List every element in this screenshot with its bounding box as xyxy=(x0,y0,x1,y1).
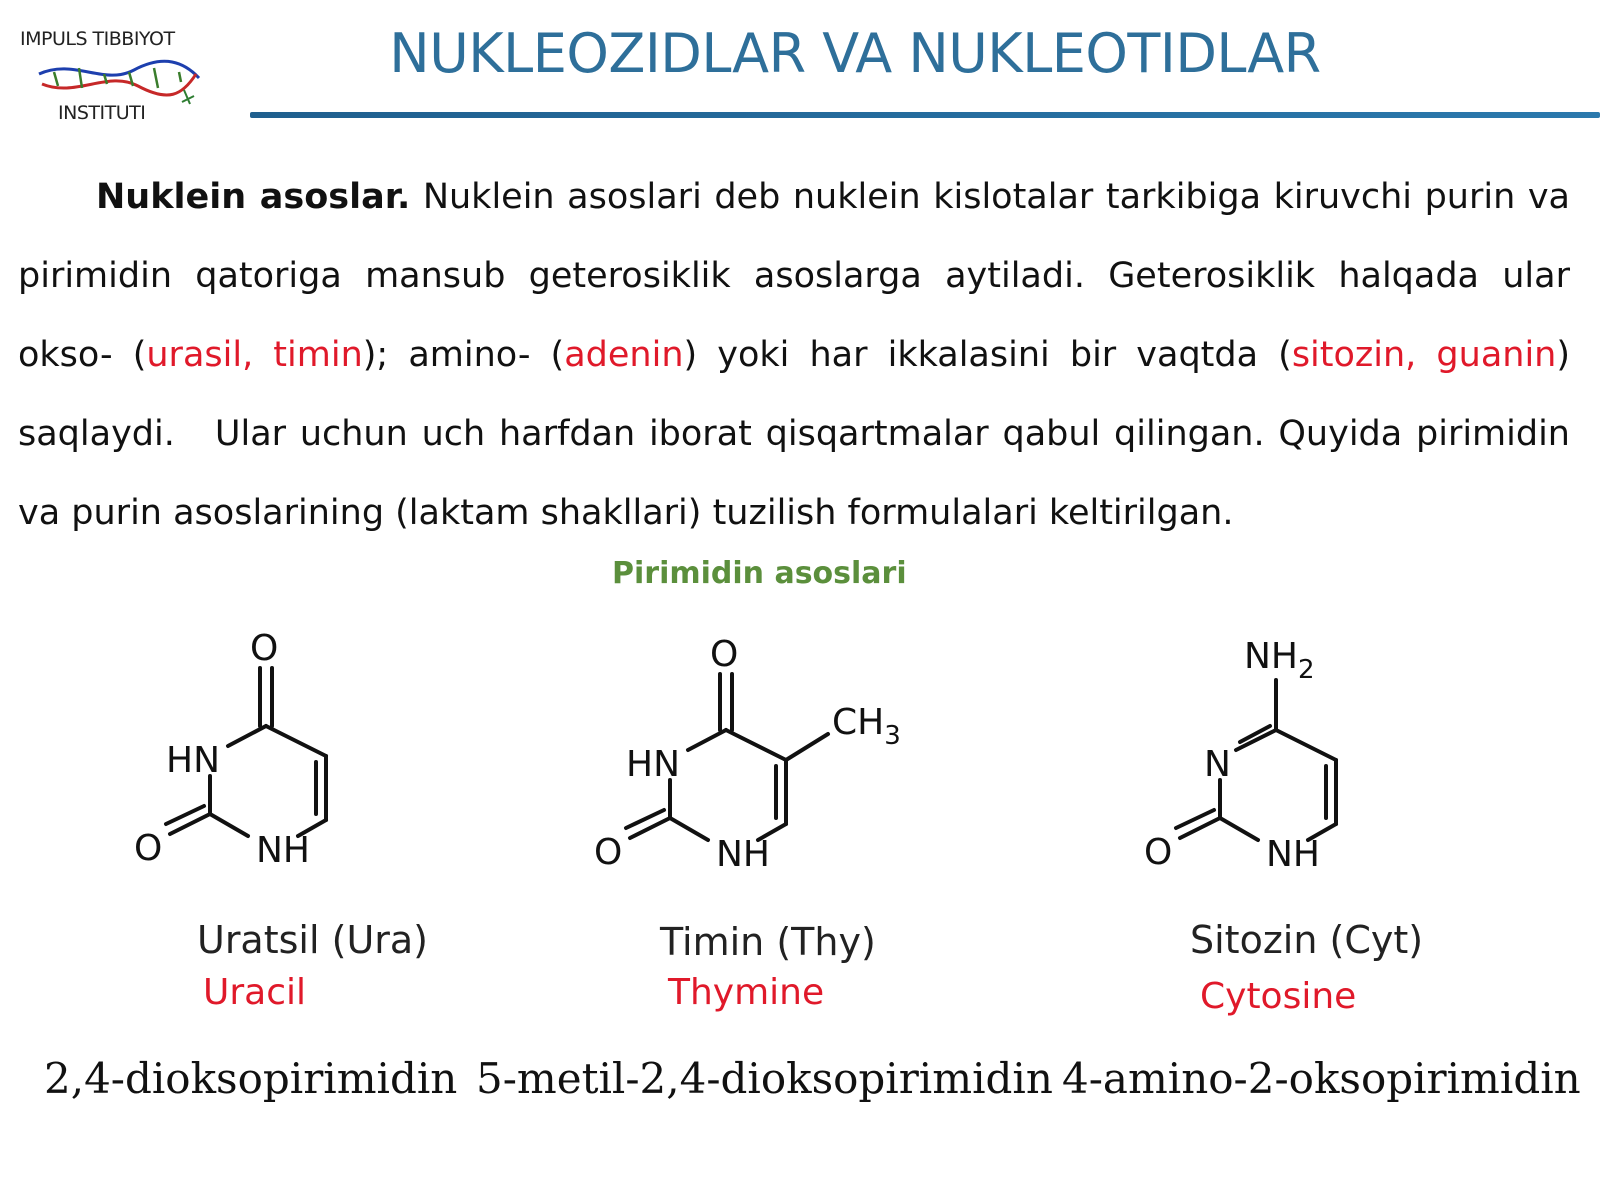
thymine-ch3: CH xyxy=(832,702,885,743)
cytosine-nh2: NH xyxy=(1244,636,1298,677)
uracil-structure xyxy=(120,630,380,890)
thymine-hn: HN xyxy=(626,744,680,785)
paragraph-text-4: ) saqlaydi. xyxy=(18,335,1571,454)
cytosine-nh2-subscript: 2 xyxy=(1298,655,1315,685)
thymine-nh: NH xyxy=(716,834,770,875)
highlight-both-bases: sitozin, guanin xyxy=(1291,335,1557,375)
intro-paragraph xyxy=(18,158,1570,553)
thymine-o-top: O xyxy=(710,634,739,675)
highlight-amino-base: adenin xyxy=(564,335,684,375)
title-divider xyxy=(250,112,1600,118)
section-title: Pirimidin asoslari xyxy=(612,556,907,591)
logo-text-top: IMPULS TIBBIYOT xyxy=(20,28,175,50)
uracil-hn: HN xyxy=(166,740,220,781)
paragraph-text-2: ); amino- ( xyxy=(362,335,565,375)
thymine-ch3-subscript: 3 xyxy=(884,721,901,751)
cytosine-english-name: Cytosine xyxy=(1200,976,1357,1017)
thymine-english-name: Thymine xyxy=(668,972,825,1013)
cytosine-name: Sitozin (Cyt) xyxy=(1190,918,1424,962)
uracil-o-top: O xyxy=(250,628,279,669)
uracil-english-name: Uracil xyxy=(203,972,307,1013)
cytosine-structure xyxy=(1130,630,1390,890)
uracil-o-left: O xyxy=(134,828,163,869)
cytosine-systematic-name: 4-amino-2-oksopirimidin xyxy=(1062,1054,1581,1103)
thymine-systematic-name: 5-metil-2,4-dioksopirimidin xyxy=(476,1054,1053,1103)
uracil-name: Uratsil (Ura) xyxy=(197,918,428,962)
page-title: NUKLEOZIDLAR VA NUKLEOTIDLAR xyxy=(389,22,1321,85)
thymine-name: Timin (Thy) xyxy=(660,920,876,964)
highlight-oxo-bases: urasil, timin xyxy=(146,335,363,375)
uracil-systematic-name: 2,4-dioksopirimidin xyxy=(44,1054,458,1103)
uracil-nh: NH xyxy=(256,830,310,871)
cytosine-n: N xyxy=(1204,744,1231,785)
paragraph-text-1: Nuklein asoslari deb nuklein kislotalar tarkibiga kiruvchi purin va pirimidin qatoriga mansub geterosiklik asoslarga aytiladi. Geterosiklik halqada ular okso- ( xyxy=(18,177,1570,375)
cytosine-nh: NH xyxy=(1266,834,1320,875)
cytosine-o-left: O xyxy=(1144,832,1173,873)
svg-text:NH2 xyxy=(1244,636,1315,685)
thymine-o-left: O xyxy=(594,832,623,873)
logo-text-bottom: INSTITUTI xyxy=(58,102,146,124)
paragraph-text-3: ) yoki har ikkalasini bir vaqtda ( xyxy=(683,335,1292,375)
svg-text:CH3 xyxy=(832,702,901,751)
thymine-structure xyxy=(580,630,920,890)
paragraph-text-5: Ular uchun uch harfdan iborat qisqartmalar qabul qilingan. Quyida pirimidin va purin asoslarining (laktam shakllari) tuzilish formulalari keltirilgan. xyxy=(18,414,1570,533)
paragraph-lead: Nuklein asoslar. xyxy=(96,177,411,217)
